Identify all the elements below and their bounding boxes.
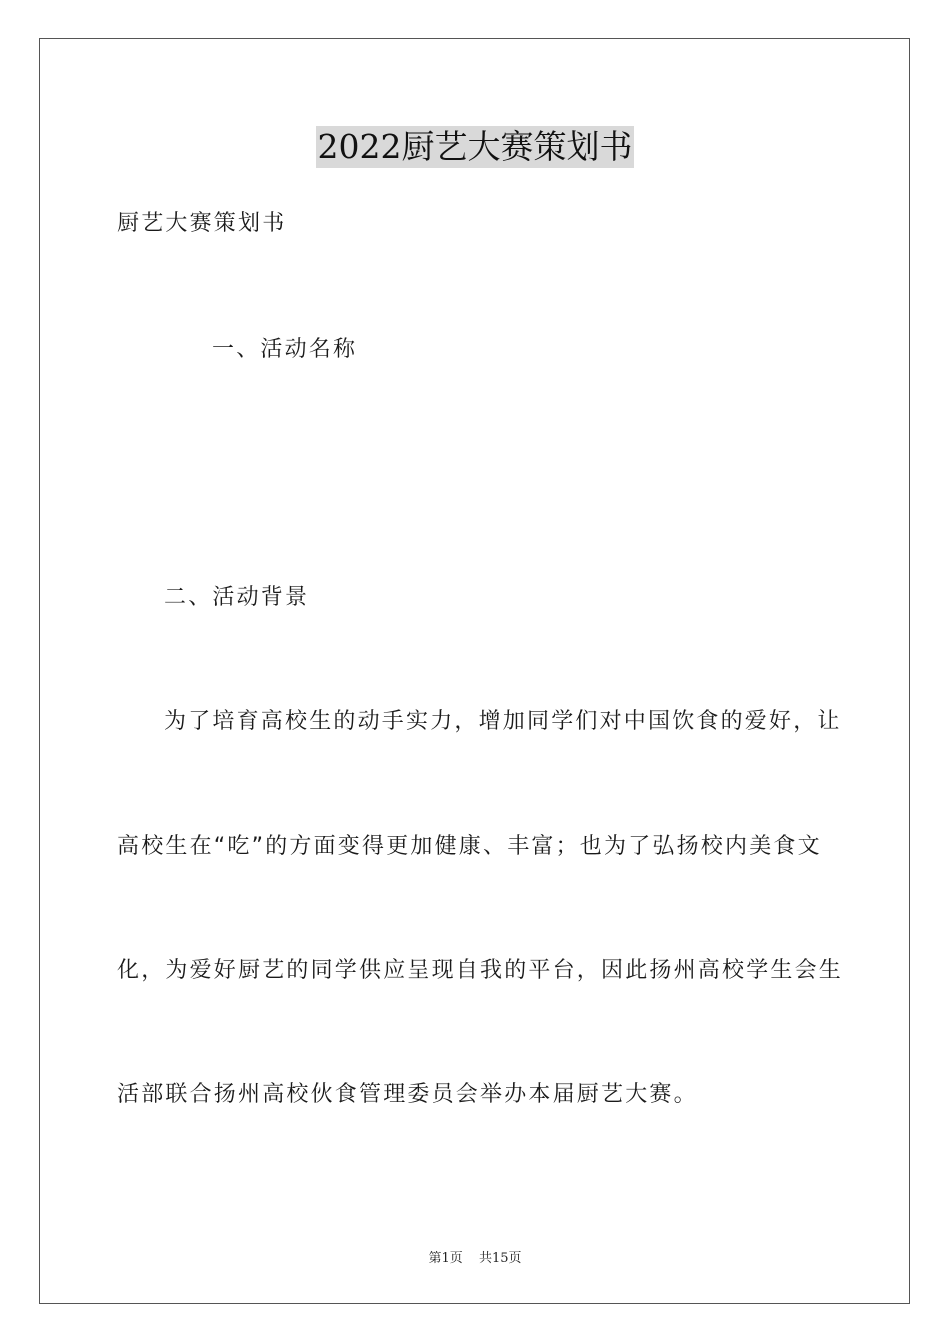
title-container [0, 126, 950, 168]
page-number-current: 第1页 [428, 1251, 463, 1266]
page-number-total: 共15页 [478, 1251, 522, 1266]
document-title: 2022厨艺大赛策划书 [317, 127, 633, 166]
section-heading-activity-name: 一、活动名称 [212, 337, 358, 362]
paragraph-line: 化，为爱好厨艺的同学供应呈现自我的平台，因此扬州高校学生会生 [117, 958, 844, 983]
page-footer [0, 1247, 950, 1266]
paragraph-line: 为了培育高校生的动手实力，增加同学们对中国饮食的爱好，让 [164, 709, 842, 734]
paragraph-line: 活部联合扬州高校伙食管理委员会举办本届厨艺大赛。 [117, 1082, 698, 1107]
document-subtitle: 厨艺大赛策划书 [117, 211, 287, 236]
section-heading-activity-background: 二、活动背景 [164, 585, 310, 610]
paragraph-line: 高校生在“吃”的方面变得更加健康、丰富；也为了弘扬校内美食文 [117, 834, 822, 859]
